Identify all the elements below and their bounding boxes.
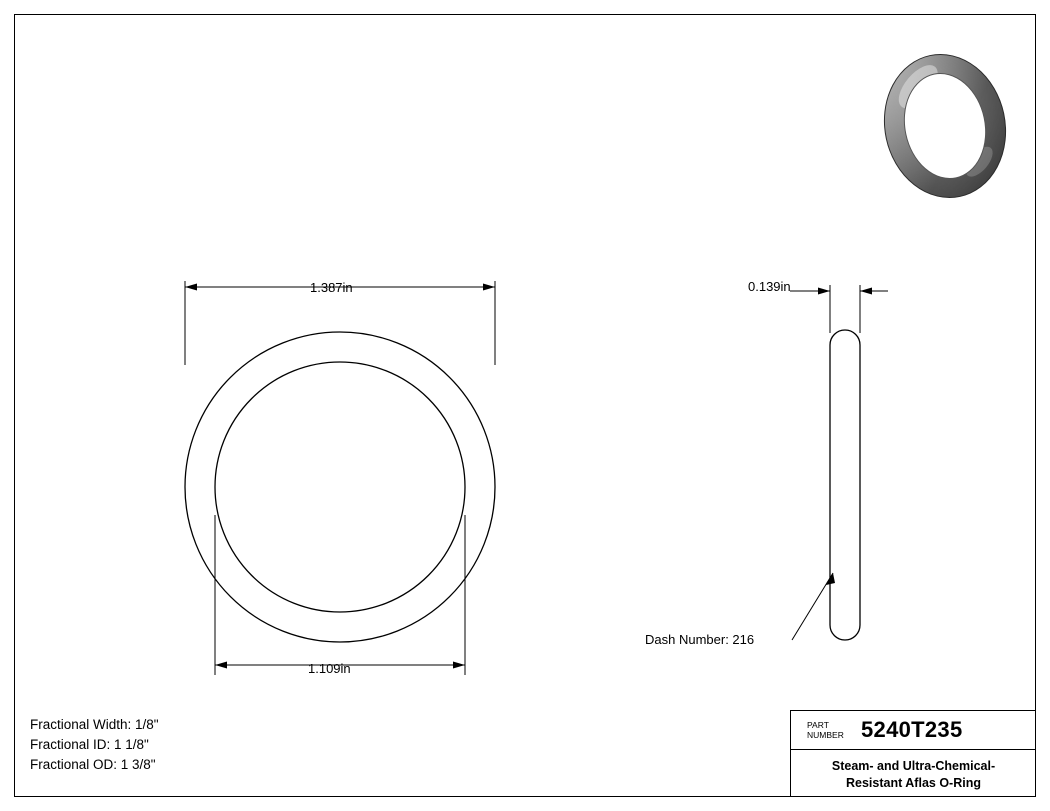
part-number-value: 5240T235 xyxy=(861,717,963,742)
product-description-line1: Steam- and Ultra-Chemical- xyxy=(831,759,996,773)
title-block xyxy=(790,710,1036,797)
product-description xyxy=(791,750,1036,792)
part-number-label xyxy=(791,720,857,740)
oring-3d-render xyxy=(875,48,1015,208)
product-description-line2: Resistant Aflas O-Ring xyxy=(846,776,981,790)
part-number-label-line1: PART xyxy=(807,720,829,730)
outer-diameter-dimension: 1.387in xyxy=(310,280,353,295)
spec-fractional-id: Fractional ID: 1 1/8" xyxy=(30,737,149,752)
side-view xyxy=(640,265,900,665)
specification-list xyxy=(30,715,159,775)
inner-diameter-dimension: 1.109in xyxy=(308,661,351,676)
title-block-part-row xyxy=(791,711,1036,750)
cross-section-width-dimension: 0.139in xyxy=(748,279,791,294)
dash-number-leader-label: Dash Number: 216 xyxy=(645,632,755,647)
part-number-label-line2: NUMBER xyxy=(807,730,844,740)
front-view xyxy=(175,265,505,685)
spec-fractional-od: Fractional OD: 1 3/8" xyxy=(30,757,156,772)
spec-fractional-width: Fractional Width: 1/8" xyxy=(30,717,159,732)
